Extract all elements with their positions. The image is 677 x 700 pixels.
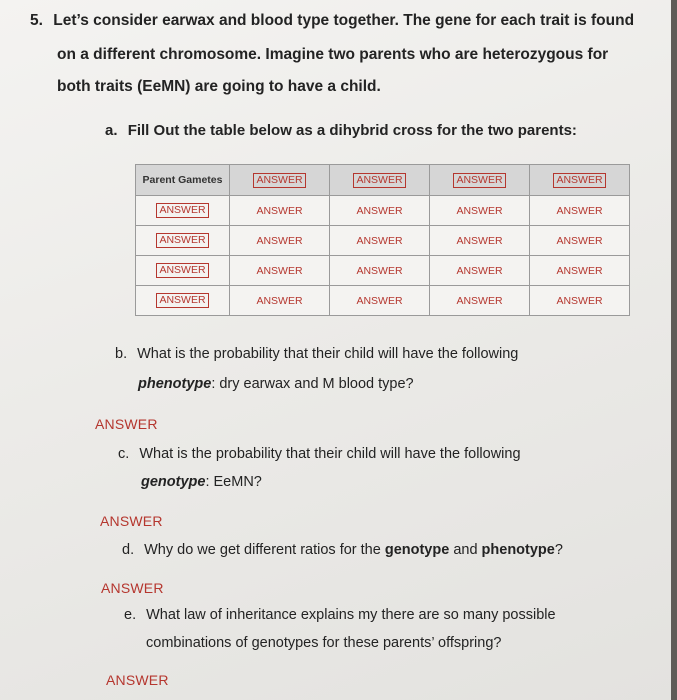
table-row <box>136 256 630 286</box>
part-b-line-2 <box>138 370 414 398</box>
phenotype-term: phenotype <box>138 376 212 392</box>
part-d-prompt <box>122 536 563 564</box>
row-gamete-cell[interactable] <box>136 286 230 316</box>
header-gamete-answer[interactable]: ANSWER <box>253 173 305 188</box>
question-line-1-text: Let’s consider earwax and blood type together. The gene for each trait is found <box>53 12 635 29</box>
offspring-cell[interactable]: ANSWER <box>530 286 630 316</box>
offspring-cell[interactable]: ANSWER <box>530 256 630 286</box>
part-e-answer[interactable]: ANSWER <box>106 672 169 688</box>
part-e-label: e. <box>124 607 137 623</box>
part-b-line-2-text: : dry earwax and M blood type? <box>211 376 414 392</box>
offspring-cell[interactable]: ANSWER <box>430 286 530 316</box>
offspring-cell[interactable]: ANSWER <box>230 196 330 226</box>
header-gamete-answer[interactable]: ANSWER <box>453 173 505 188</box>
part-b-line-1 <box>115 340 518 368</box>
part-e-line-2: combinations of genotypes for these parents’ offspring? <box>146 635 502 651</box>
part-c-label: c. <box>118 446 130 462</box>
part-a-text: Fill Out the table below as a dihybrid cross for the two parents: <box>127 122 577 139</box>
dihybrid-cross-table <box>135 164 630 316</box>
part-d-post: ? <box>554 542 563 558</box>
offspring-cell[interactable]: ANSWER <box>430 226 530 256</box>
part-e-line-1 <box>124 601 556 629</box>
part-c-line-2 <box>141 468 262 496</box>
table-row <box>136 196 630 226</box>
part-c-line-1 <box>118 440 521 468</box>
table-row <box>136 226 630 256</box>
offspring-cell[interactable]: ANSWER <box>230 226 330 256</box>
genotype-emphasis: genotype <box>384 542 450 558</box>
offspring-cell[interactable]: ANSWER <box>330 286 430 316</box>
header-gamete-cell[interactable] <box>330 165 430 196</box>
row-gamete-answer[interactable]: ANSWER <box>156 263 208 278</box>
header-gamete-cell[interactable] <box>430 165 530 196</box>
offspring-cell[interactable]: ANSWER <box>230 286 330 316</box>
part-c-answer[interactable]: ANSWER <box>100 513 163 529</box>
phenotype-emphasis: phenotype <box>481 542 555 558</box>
table-corner-cell: Parent Gametes <box>136 165 230 196</box>
table-row <box>136 286 630 316</box>
offspring-cell[interactable]: ANSWER <box>230 256 330 286</box>
part-b-line-1-text: What is the probability that their child will have the following <box>137 346 519 362</box>
offspring-cell[interactable]: ANSWER <box>430 196 530 226</box>
header-gamete-answer[interactable]: ANSWER <box>353 173 405 188</box>
row-gamete-cell[interactable] <box>136 226 230 256</box>
row-gamete-cell[interactable] <box>136 196 230 226</box>
part-b-answer[interactable]: ANSWER <box>95 416 158 432</box>
row-gamete-answer[interactable]: ANSWER <box>156 203 208 218</box>
part-d-pre: Why do we get different ratios for the <box>144 542 385 558</box>
offspring-cell[interactable]: ANSWER <box>430 256 530 286</box>
part-d-mid: and <box>449 542 482 558</box>
table-header-row <box>136 165 630 196</box>
row-gamete-answer[interactable]: ANSWER <box>156 233 208 248</box>
row-gamete-cell[interactable] <box>136 256 230 286</box>
part-d-label: d. <box>122 542 135 558</box>
header-gamete-cell[interactable] <box>230 165 330 196</box>
offspring-cell[interactable]: ANSWER <box>530 196 630 226</box>
part-a-prompt <box>105 116 577 146</box>
header-gamete-cell[interactable] <box>530 165 630 196</box>
part-e-line-1-text: What law of inheritance explains my there are so many possible <box>146 607 556 623</box>
offspring-cell[interactable]: ANSWER <box>330 226 430 256</box>
row-gamete-answer[interactable]: ANSWER <box>156 293 208 308</box>
part-c-line-1-text: What is the probability that their child will have the following <box>139 446 521 462</box>
question-5-line-2: on a different chromosome. Imagine two parents who are heterozygous for <box>57 46 609 63</box>
offspring-cell[interactable]: ANSWER <box>330 196 430 226</box>
part-d-answer[interactable]: ANSWER <box>101 580 164 596</box>
genotype-term: genotype <box>141 474 206 490</box>
question-5-line-1 <box>30 6 634 36</box>
header-gamete-answer[interactable]: ANSWER <box>553 173 605 188</box>
part-c-line-2-text: : EeMN? <box>205 474 262 490</box>
part-a-label: a. <box>105 122 118 139</box>
part-b-label: b. <box>115 346 128 362</box>
offspring-cell[interactable]: ANSWER <box>530 226 630 256</box>
question-number: 5. <box>30 12 43 29</box>
offspring-cell[interactable]: ANSWER <box>330 256 430 286</box>
question-5-line-3: both traits (EeMN) are going to have a child. <box>57 78 381 95</box>
